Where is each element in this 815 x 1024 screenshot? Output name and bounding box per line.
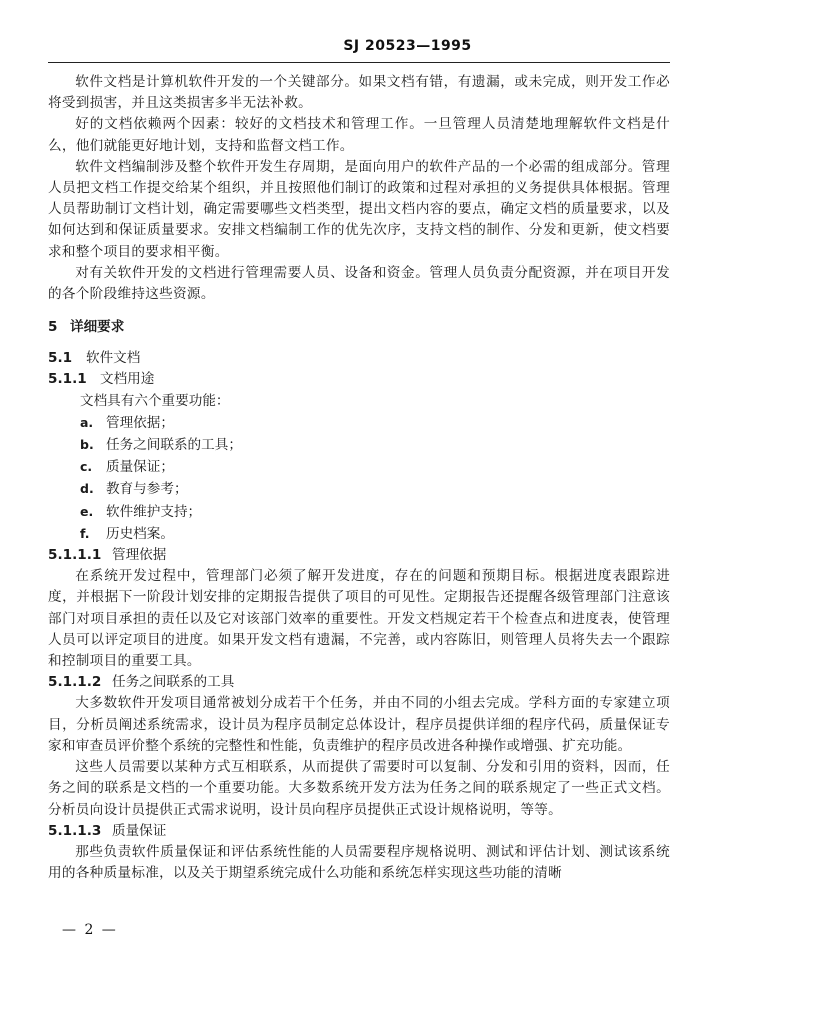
list-item (48, 478, 670, 500)
section-5-1-1-number: 5.1.1 (48, 371, 87, 388)
section-5-1-title: 软件文档 (86, 350, 141, 367)
list-text: 管理依据； (106, 414, 174, 431)
list-marker: b. (80, 437, 94, 453)
section-5-title: 详细要求 (70, 319, 125, 336)
section-5-heading (48, 317, 670, 338)
list-text: 教育与参考； (106, 481, 188, 498)
standard-number-header: SJ 20523—1995 (343, 38, 472, 54)
section-5-1-1-2-number: 5.1.1.2 (48, 674, 102, 691)
section-5-1-1-3-number: 5.1.1.3 (48, 822, 102, 839)
section-5-1-1-2-heading (48, 672, 670, 693)
section-5-1-1-3-title: 质量保证 (112, 822, 167, 839)
document-body (48, 72, 670, 884)
list-text: 质量保证； (106, 459, 174, 476)
list-text: 历史档案。 (106, 525, 174, 542)
section-5-1-1-1-number: 5.1.1.1 (48, 547, 102, 564)
section-5-1-1-heading (48, 369, 670, 390)
list-item (48, 501, 670, 523)
list-marker: a. (80, 414, 94, 430)
header-rule (48, 62, 670, 63)
list-marker: e. (80, 503, 94, 519)
section-5-1-1-1-paragraph: 在系统开发过程中，管理部门必须了解开发进度，存在的问题和预期目标。根据进度表跟踪进度，并根据下一阶段计划安排的定期报告提供了项目的可见性。定期报告还提醒各级管理部门注意该部门对项目承担的责任以及它对该部门效率的重要性。开发文档规定若干个检查点和进度表，使管理人员可以评定项目的进度。如果开发文档有遗漏，不完善，或内容陈旧，则管理人员将失去一个跟踪和控制项目的重要工具。 (48, 568, 670, 670)
section-5-1-1-title: 文档用途 (100, 371, 155, 388)
list-item (48, 456, 670, 478)
list-text: 软件维护支持； (106, 503, 202, 520)
section-5-1-1-3-heading (48, 821, 670, 842)
section-5-1-1-1-title: 管理依据 (112, 547, 167, 564)
list-item (48, 434, 670, 456)
list-item (48, 412, 670, 434)
section-5-1-1-2-paragraph-1: 大多数软件开发项目通常被划分成若干个任务，并由不同的小组去完成。学科方面的专家建立项目，分析员阐述系统需求，设计员为程序员制定总体设计，程序员提供详细的程序代码，质量保证专家和审查员评价整个系统的完整性和性能，负责维护的程序员改进各种操作或增强、扩充功能。 (48, 695, 670, 754)
paragraph-top-4: 对有关软件开发的文档进行管理需要人员、设备和资金。管理人员负责分配资源，并在项目开发的各个阶段维持这些资源。 (48, 264, 670, 303)
section-5-number: 5 (48, 319, 58, 336)
section-5-1-1-2-paragraph-2: 这些人员需要以某种方式互相联系，从而提供了需要时可以复制、分发和引用的资料，因而，任务之间的联系是文档的一个重要功能。大多数系统开发方法为任务之间的联系规定了一些正式文档。分析员向设计员提供正式需求说明，设计员向程序员提供正式设计规格说明，等等。 (48, 759, 670, 818)
section-5-1-1-2-title: 任务之间联系的工具 (112, 674, 235, 691)
section-5-1-number: 5.1 (48, 350, 73, 367)
list-marker: d. (80, 481, 94, 497)
list-item (48, 523, 670, 545)
section-5-1-heading (48, 348, 670, 369)
section-5-1-1-3-paragraph: 那些负责软件质量保证和评估系统性能的人员需要程序规格说明、测试和评估计划、测试该系统用的各种质量标准，以及关于期望系统完成什么功能和系统怎样实现这些功能的清晰 (48, 843, 670, 882)
paragraph-top-3: 软件文档编制涉及整个软件开发生存周期，是面向用户的软件产品的一个必需的组成部分。管理人员把文档工作提交给某个组织，并且按照他们制订的政策和过程对承担的义务提供具体根据。管理人员帮助制订文档计划，确定需要哪些文档类型，提出文档内容的要点，确定文档的质量要求，以及如何达到和保证质量要求。安排文档编制工作的优先次序，支持文档的制作、分发和更新，使文档要求和整个项目的要求相平衡。 (48, 158, 670, 260)
section-5-1-1-1-heading (48, 545, 670, 566)
page-number: — 2 — (62, 922, 118, 938)
list-marker: f. (80, 525, 90, 541)
list-text: 任务之间联系的工具； (106, 437, 242, 454)
paragraph-top-2: 好的文档依赖两个因素：较好的文档技术和管理工作。一旦管理人员清楚地理解软件文档是什么，他们就能更好地计划，支持和监督文档工作。 (48, 116, 670, 154)
section-5-1-1-intro: 文档具有六个重要功能： (80, 392, 230, 409)
paragraph-top-1: 软件文档是计算机软件开发的一个关键部分。如果文档有错，有遗漏，或未完成，则开发工作必将受到损害，并且这类损害多半无法补救。 (48, 74, 670, 112)
list-marker: c. (80, 459, 93, 475)
